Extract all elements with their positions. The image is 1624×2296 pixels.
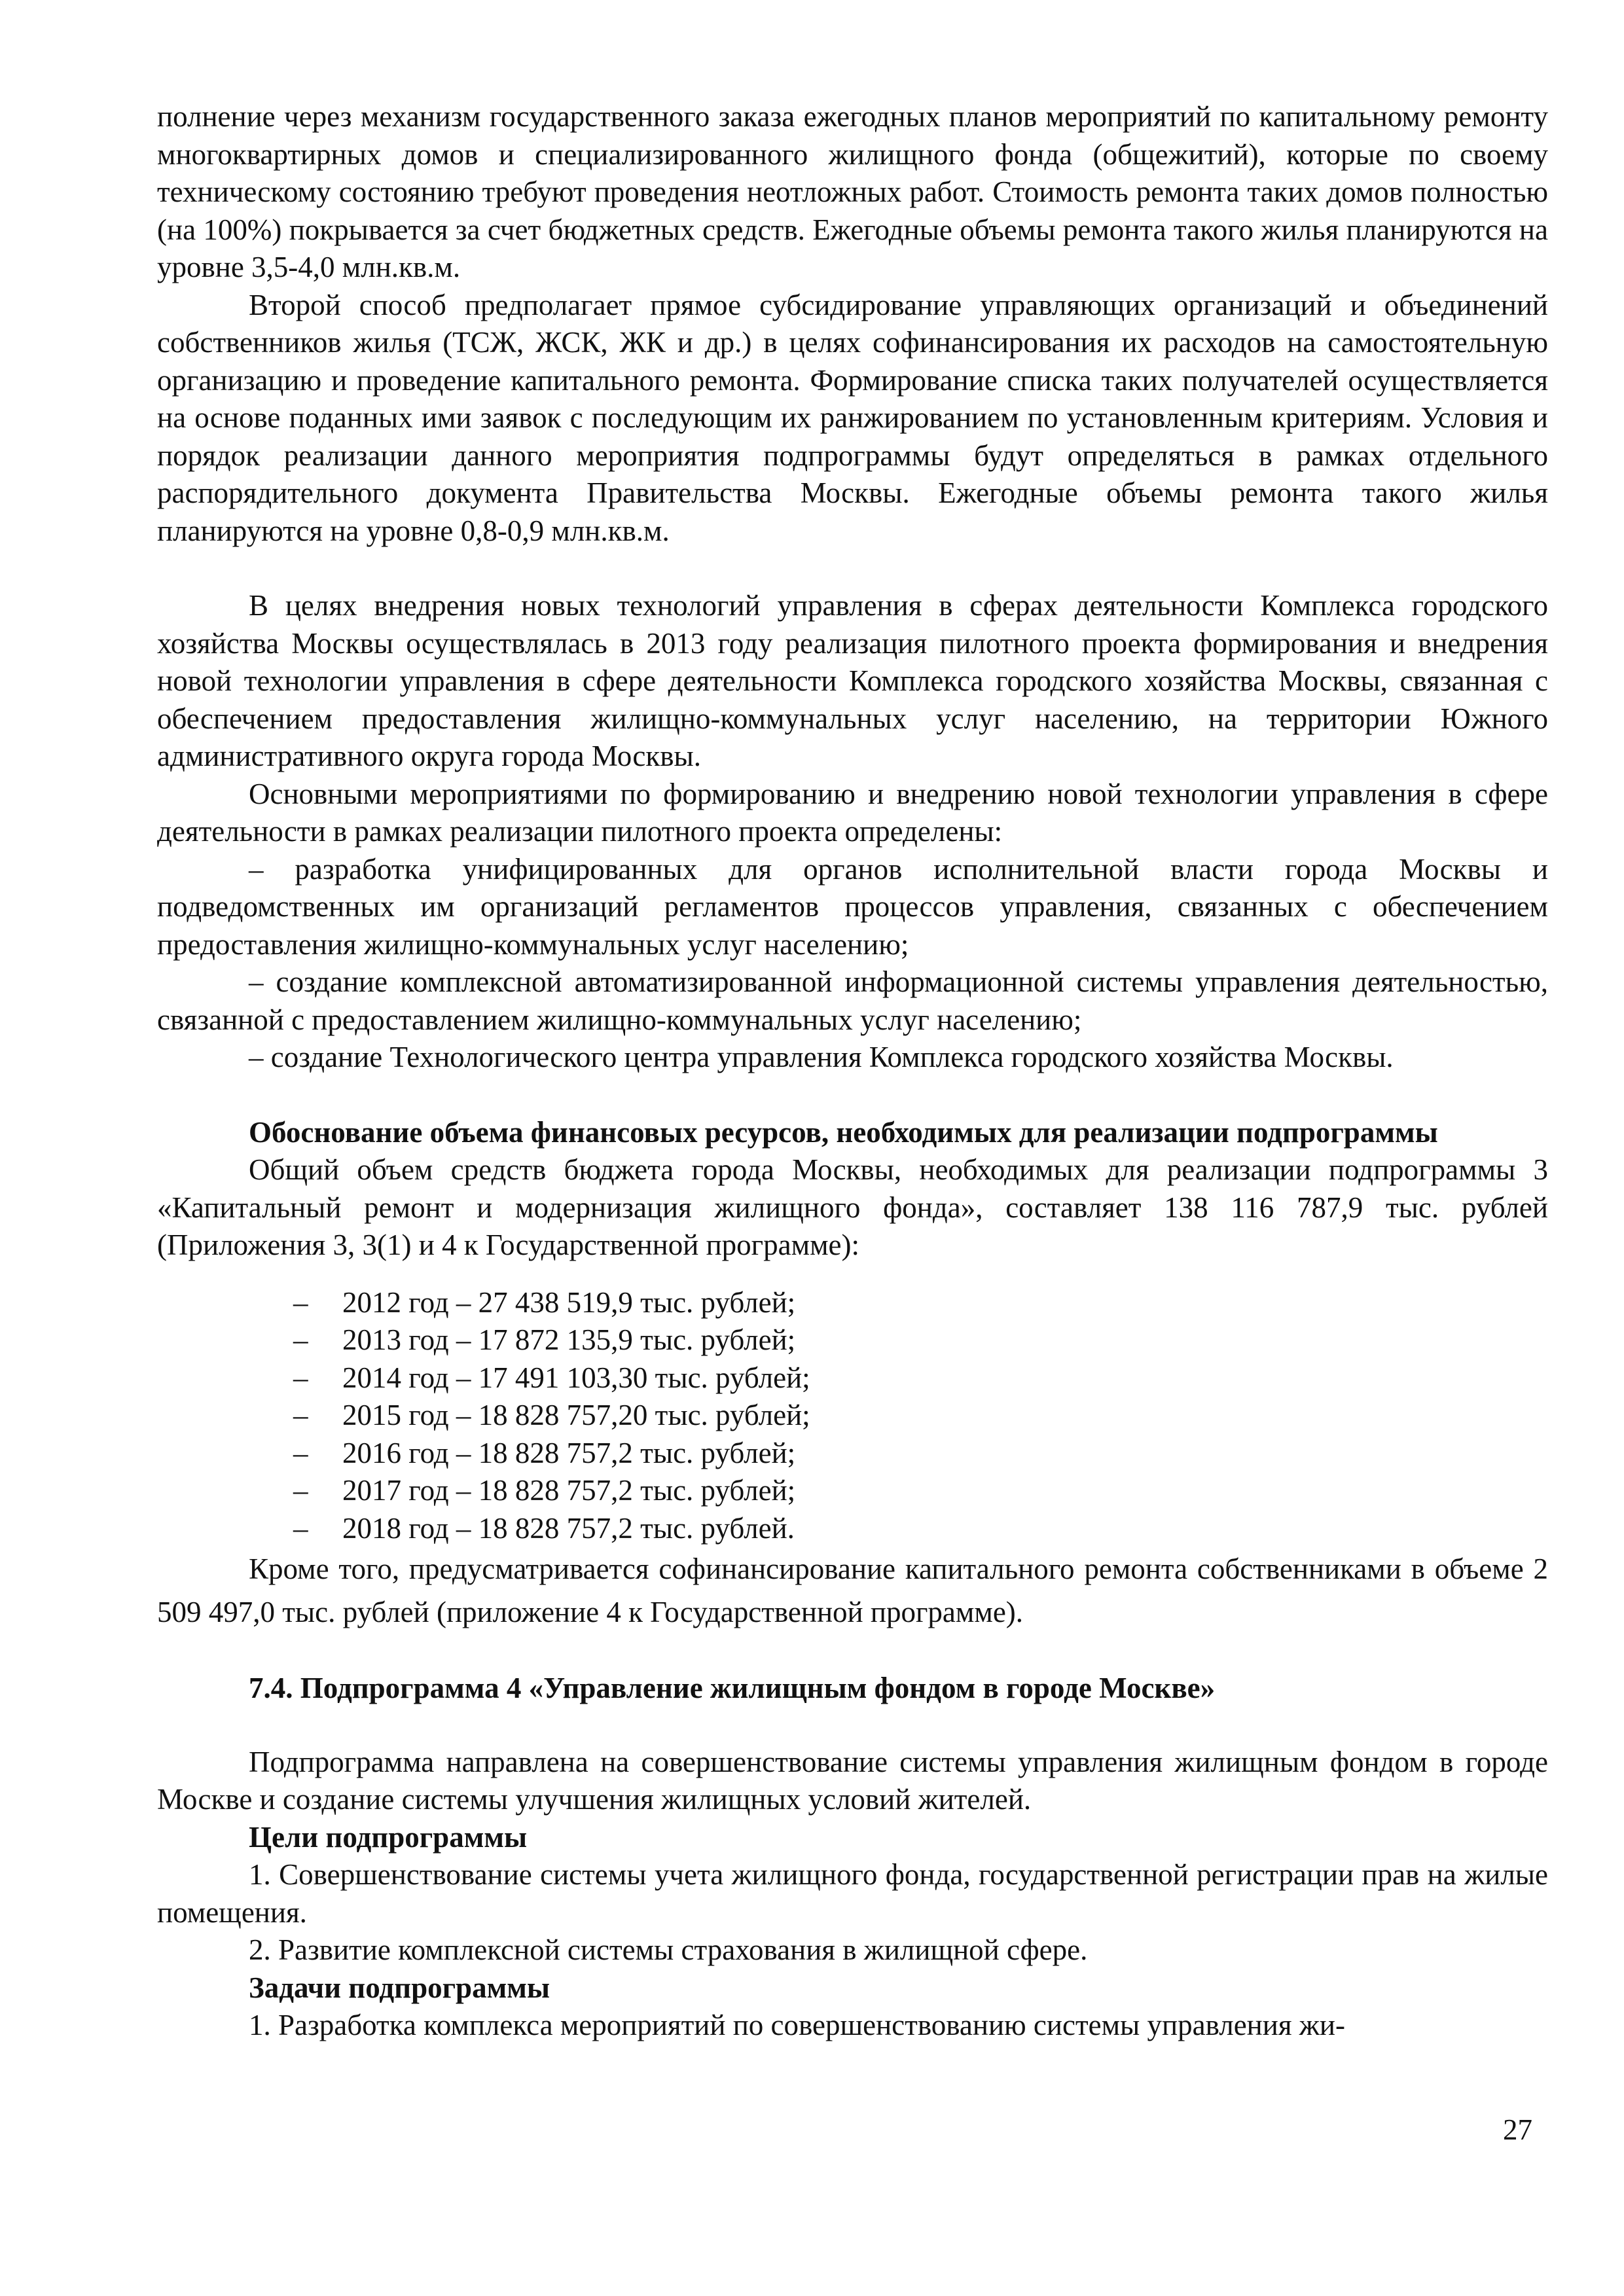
goal-item-2: 2. Развитие комплексной системы страхования в жилищной сфере. — [249, 1933, 1088, 1966]
list-item: – 2018 год – 18 828 757,2 тыс. рублей. — [293, 1511, 795, 1545]
finance-intro: Общий объем средств бюджета города Москвы, необходимых для реализации подпрограммы 3 «Капитальный ремонт и модернизация жилищного фонда», составляет 138 116 787,9 тыс. рублей (Приложения 3, 3(1) и 4 к Государственной программе): — [157, 1153, 1548, 1261]
spacer — [157, 1634, 1548, 1670]
goals-heading: Цели подпрограммы — [249, 1820, 528, 1854]
paragraph-pilot-project: В целях внедрения новых технологий управления в сферах деятельности Комплекса городского хозяйства Москвы осуществлялась в 2013 году реализация пилотного проекта формирования и внедрения новой технологии управления в сфере деятельности Комплекса городского хозяйства Москвы, связанная с обеспечением предоставления жилищно-коммунальных услуг населению, на территории Южного административного округа города Москвы. — [157, 589, 1548, 772]
paragraph-cofinance: Кроме того, предусматривается софинансирование капитального ремонта собственниками в объеме 2 509 497,0 тыс. рублей (приложение 4 к Государственной программе). — [157, 1552, 1548, 1628]
list-item: – 2017 год – 18 828 757,2 тыс. рублей; — [293, 1474, 796, 1507]
paragraph-second-method: Второй способ предполагает прямое субсидирование управляющих организаций и объединений собственников жилья (ТСЖ, ЖСК, ЖК и др.) в целях софинансирования их расходов на самостоятельную организацию и проведение капитального ремонта. Формирование списка таких получателей осуществляется на основе поданных ими заявок с последующим их ранжированием по установленным критериям. Условия и порядок реализации данного мероприятия подпрограммы будут определяться в рамках отдельного распорядительного документа Правительства Москвы. Ежегодные объемы ремонта такого жилья планируются на уровне 0,8-0,9 млн.кв.м. — [157, 288, 1548, 547]
list-item: – 2015 год – 18 828 757,20 тыс. рублей; — [293, 1399, 810, 1431]
spacer — [157, 550, 1548, 587]
spacer — [157, 1708, 1548, 1744]
list-item: – 2012 год – 27 438 519,9 тыс. рублей; — [293, 1285, 796, 1319]
list-item: – 2016 год – 18 828 757,2 тыс. рублей; — [293, 1436, 796, 1469]
finance-heading: Обоснование объема финансовых ресурсов, необходимых для реализации подпрограммы — [249, 1115, 1438, 1149]
spacer — [157, 1265, 1548, 1284]
document-page — [157, 98, 1548, 2045]
goal-item-1: 1. Совершенствование системы учета жилищного фонда, государственной регистрации прав на жилые помещения. — [157, 1858, 1548, 1929]
section-intro: Подпрограмма направлена на совершенствование системы управления жилищным фондом в городе Москве и создание системы улучшения жилищных условий жителей. — [157, 1745, 1548, 1816]
finance-years-list — [157, 1284, 1548, 1548]
tasks-heading: Задачи подпрограммы — [249, 1971, 550, 2004]
list-item-tech-center: – создание Технологического центра управления Комплекса городского хозяйства Москвы. — [249, 1041, 1394, 1073]
spacer — [157, 1077, 1548, 1114]
section-heading: 7.4. Подпрограмма 4 «Управление жилищным фондом в городе Москве» — [249, 1672, 1216, 1704]
list-item-regulations: – разработка унифицированных для органов исполнительной власти города Москвы и подведомственных им организаций регламентов процессов управления, связанных с обеспечением предоставления жилищно-коммунальных услуг населению; — [157, 852, 1548, 961]
list-item: – 2013 год – 17 872 135,9 тыс. рублей; — [293, 1323, 796, 1356]
list-item-info-system: – создание комплексной автоматизированной информационной системы управления деятельностью, связанной с предоставлением жилищно-коммунальных услуг населению; — [157, 965, 1548, 1036]
task-item-1: 1. Разработка комплекса мероприятий по совершенствованию системы управления жи- — [249, 2009, 1345, 2041]
paragraph-continuation: полнение через механизм государственного заказа ежегодных планов мероприятий по капитальному ремонту многоквартирных домов и специализированного жилищного фонда (общежитий), которые по своему техническому состоянию требуют проведения неотложных работ. Стоимость ремонта таких домов полностью (на 100%) покрывается за счет бюджетных средств. Ежегодные объемы ремонта такого жилья планируются на уровне 3,5-4,0 млн.кв.м. — [157, 100, 1548, 283]
page-number: 27 — [1503, 2113, 1532, 2146]
list-item: – 2014 год – 17 491 103,30 тыс. рублей; — [293, 1361, 810, 1394]
paragraph-main-measures: Основными мероприятиями по формированию и внедрению новой технологии управления в сфере деятельности в рамках реализации пилотного проекта определены: — [157, 777, 1548, 848]
